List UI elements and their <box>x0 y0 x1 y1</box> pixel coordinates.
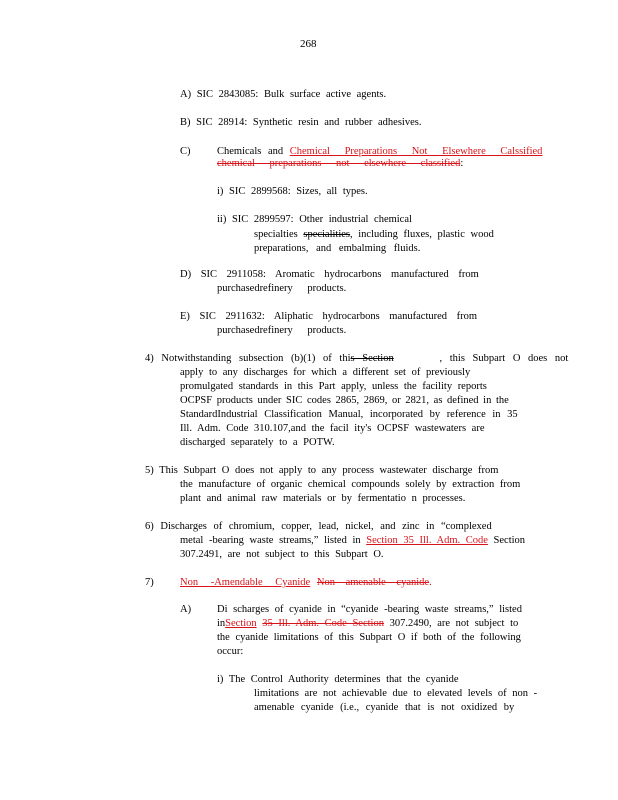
para-7a-line4: occur: <box>217 646 244 657</box>
item-e-line2: purchasedrefinery products. <box>217 325 347 336</box>
para-7-period: . <box>429 577 432 588</box>
para-4-end: , this Subpart O does not <box>439 353 569 364</box>
para-7-number: 7) <box>145 577 154 588</box>
para-7ai-line2: limitations are not achievable due to elevated levels of non - <box>254 688 538 699</box>
para-5-line2: the manufacture of organic chemical compounds solely by extraction from <box>180 479 521 490</box>
item-c-deleted: chemical preparations not elsewhere classified <box>217 158 461 169</box>
item-e-line1: E) SIC 2911632: Aliphatic hydrocarbons manufactured from <box>180 311 478 322</box>
item-c-ii-line2 <box>254 228 494 242</box>
para-7a-line2 <box>217 617 518 631</box>
para-4-deleted: s Section <box>350 353 394 364</box>
para-7a-rest: 307.2490, are not subject to <box>389 618 519 629</box>
item-c-ii-line1: ii) SIC 2899597: Other industrial chemical <box>217 214 412 225</box>
item-c-inserted: Chemical Preparations Not Elsewhere Calssified <box>289 146 543 157</box>
para-6-section: Section <box>493 535 526 546</box>
para-4-line4: OCPSF products under SIC codes 2865, 2869, or 2821, as defined in the <box>180 395 509 406</box>
item-c-line2 <box>217 157 463 171</box>
para-7a-deleted: 35 Ill. Adm. Code Section <box>262 618 384 629</box>
para-4-line1 <box>145 352 568 366</box>
item-b: B) SIC 28914: Synthetic resin and rubber adhesives. <box>180 117 422 128</box>
para-7-heading <box>180 576 432 590</box>
para-6-inserted: Section 35 Ill. Adm. Code <box>366 535 488 546</box>
para-7a-line3: the cyanide limitations of this Subpart O if both of the following <box>217 632 521 643</box>
para-5-line1: 5) This Subpart O does not apply to any process wastewater discharge from <box>145 465 499 476</box>
para-4-line3: promulgated standards in this Part apply, unless the facility reports <box>180 381 487 392</box>
para-7a-line1: Di scharges of cyanide in “cyanide -bearing waste streams,” listed <box>217 604 522 615</box>
para-7-inserted: Non -Amendable Cyanide <box>180 577 311 588</box>
page-number: 268 <box>300 38 317 50</box>
item-c-i: i) SIC 2899568: Sizes, all types. <box>217 186 368 197</box>
para-6-start: metal -bearing waste streams,” listed in <box>180 535 361 546</box>
para-6-line1: 6) Discharges of chromium, copper, lead, nickel, and zinc in “complexed <box>145 521 492 532</box>
item-c-colon: : <box>460 158 464 169</box>
item-c-ii-rest: , including fluxes, plastic wood <box>350 229 494 240</box>
para-7a-in: in <box>217 618 226 629</box>
para-6-line2 <box>180 534 525 548</box>
para-4-line6: Ill. Adm. Code 310.107,and the facil ity's OCPSF wastewaters are <box>180 423 485 434</box>
item-c-pre: Chemicals and <box>217 146 284 157</box>
para-5-line3: plant and animal raw materials or by fermentatio n processes. <box>180 493 466 504</box>
item-d-line2: purchasedrefinery products. <box>217 283 347 294</box>
para-7ai-line1: i) The Control Authority determines that the cyanide <box>217 674 459 685</box>
para-7a-label: A) <box>180 604 192 615</box>
para-7ai-line3: amenable cyanide (i.e., cyanide that is not oxidized by <box>254 702 515 713</box>
item-a: A) SIC 2843085: Bulk surface active agents. <box>180 89 387 100</box>
para-4-line5: StandardIndustrial Classification Manual, incorporated by reference in 35 <box>180 409 518 420</box>
para-7-deleted: Non amenable cyanide <box>316 577 430 588</box>
item-c-ii-line3: preparations, and embalming fluids. <box>254 243 421 254</box>
item-c-label: C) <box>180 146 191 157</box>
item-d-line1: D) SIC 2911058: Aromatic hydrocarbons manufactured from <box>180 269 479 280</box>
item-c-ii-deleted: specialities <box>303 229 351 240</box>
para-7a-inserted: Section <box>225 618 257 629</box>
para-6-line3: 307.2491, are not subject to this Subpart O. <box>180 549 384 560</box>
para-4-line7: discharged separately to a POTW. <box>180 437 335 448</box>
para-4-line2: apply to any discharges for which a different set of previously <box>180 367 471 378</box>
para-4-start: 4) Notwithstanding subsection (b)(1) of thi <box>145 353 351 364</box>
item-c-ii-specialties: specialties <box>254 229 298 240</box>
